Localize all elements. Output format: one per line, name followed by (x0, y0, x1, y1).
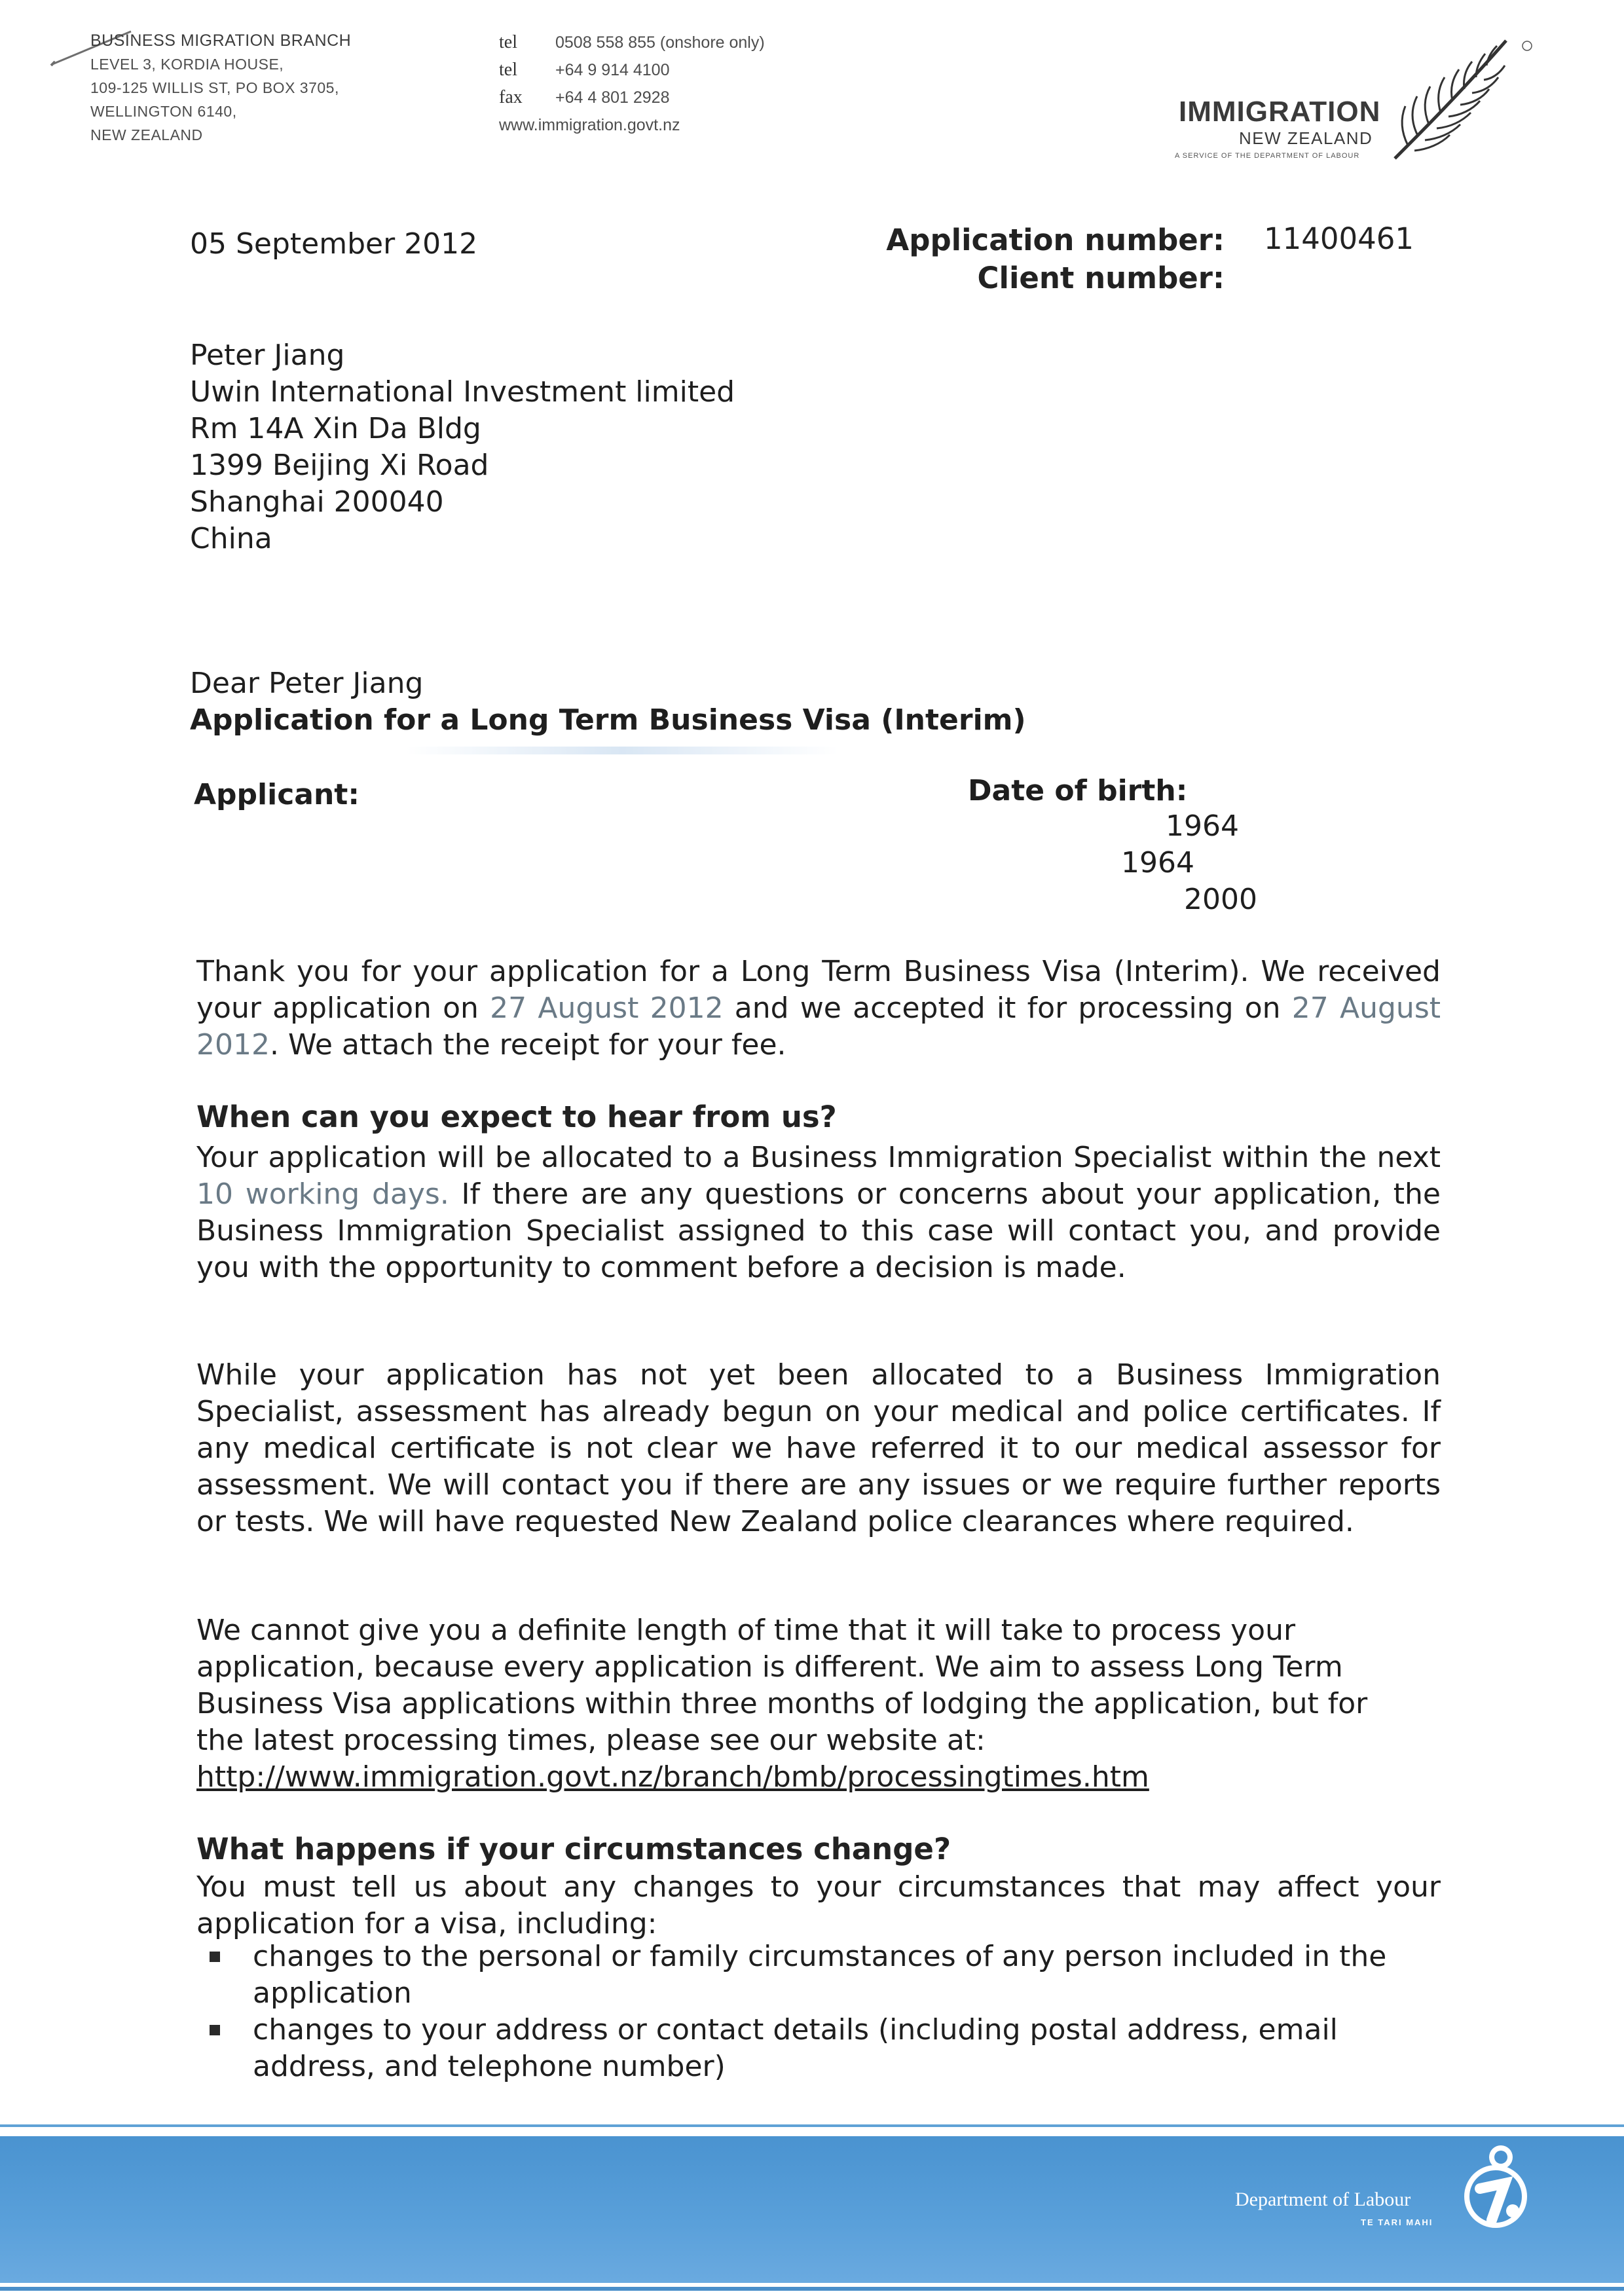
intro-text: and we accepted it for processing on (723, 991, 1292, 1025)
allocation-paragraph (196, 1139, 1441, 1286)
sender-branch-name: BUSINESS MIGRATION BRANCH (90, 31, 352, 50)
contact-value: +64 9 914 4100 (555, 61, 670, 79)
changes-list (203, 1938, 1441, 2085)
immigration-nz-logo (1175, 34, 1532, 172)
contact-label: fax (499, 87, 523, 107)
contact-row (499, 84, 765, 111)
working-days: 10 working days. (196, 1177, 449, 1211)
recipient-address (190, 337, 735, 557)
received-date: 27 August 2012 (490, 991, 724, 1025)
applicant-label: Applicant: (194, 778, 360, 811)
sender-address-line: 109-125 WILLIS ST, PO BOX 3705, (90, 79, 339, 96)
dob-value: 2000 (1184, 883, 1257, 916)
department-maori-name: TE TARI MAHI (1361, 2217, 1433, 2227)
silver-fern-icon (1382, 34, 1532, 165)
scan-artifact (406, 747, 838, 754)
assessment-paragraph: While your application has not yet been allocated to a Business Immigration Specialist, assessment has already begun on your medical and police certificates. If any medical certificate is not clear we have referred it to our medical assessor for assessment. We will contact you if there are any issues or we require further reports or tests. We will have requested New Zealand police clearances where required. (196, 1358, 1441, 1538)
client-number-label: Client number: (977, 261, 1225, 295)
footer-rule (0, 2124, 1624, 2127)
intro-text: Thank you for your application for a Long Term Business Visa (Interim). We received your application on (196, 955, 1441, 1025)
address-line: Rm 14A Xin Da Bldg (190, 412, 481, 445)
intro-text: . We attach the receipt for your fee. (269, 1028, 786, 1062)
sender-address-block (90, 29, 351, 147)
contact-details (499, 29, 765, 139)
list-item-text: changes to the personal or family circumstances of any person included in the application (253, 1940, 1387, 2010)
contact-row (499, 56, 765, 84)
salutation: Dear Peter Jiang (190, 667, 424, 700)
paragraph-text: We cannot give you a definite length of time that it will take to process your application, because every application is different. We aim to assess Long Term Business Visa applications within three months of lodging the application, but for the latest processing times, please see our website at: (196, 1614, 1368, 1757)
subject-line: Application for a Long Term Business Visa (Interim) (190, 703, 1026, 737)
contact-value: +64 4 801 2928 (555, 88, 670, 107)
section-heading-circumstances: What happens if your circumstances change? (196, 1832, 951, 1866)
logo-title: IMMIGRATION (1179, 96, 1381, 128)
sender-address-line: NEW ZEALAND (90, 126, 203, 143)
website-link[interactable]: www.immigration.govt.nz (499, 116, 680, 134)
bullet-icon (210, 1952, 220, 1962)
application-number: 11400461 (1264, 221, 1414, 256)
intro-paragraph (196, 954, 1441, 1064)
application-number-label: Application number: (886, 223, 1225, 257)
paragraph-text: If there are any questions or concerns about your application, the Business Immigration Specialist assigned to this case will contact you, and provide you with the opportunity to comment before a decision is made. (196, 1177, 1441, 1284)
bullet-icon (210, 2025, 220, 2035)
address-line: Shanghai 200040 (190, 485, 444, 519)
contact-value: 0508 558 855 (onshore only) (555, 33, 765, 52)
footer-rule (0, 2287, 1624, 2291)
sender-address-line: LEVEL 3, KORDIA HOUSE, (90, 56, 284, 73)
dob-value: 1964 (1166, 809, 1239, 843)
paragraph-text: Your application will be allocated to a Business Immigration Specialist within the next (196, 1141, 1441, 1174)
department-name: Department of Labour (1235, 2189, 1411, 2210)
list-item-text: changes to your address or contact details (including postal address, email address, and telephone number) (253, 2013, 1338, 2083)
circumstances-paragraph: You must tell us about any changes to your circumstances that may affect your application for a visa, including: (196, 1870, 1441, 1940)
processing-time-paragraph (196, 1612, 1414, 1796)
processing-times-link[interactable]: http://www.immigration.govt.nz/branch/bmb/processingtimes.htm (196, 1760, 1149, 1794)
footer-band (0, 2119, 1624, 2296)
contact-label: tel (499, 32, 517, 52)
list-item (203, 2012, 1441, 2085)
dob-value: 1964 (1121, 846, 1194, 880)
reference-labels (877, 221, 1225, 297)
department-of-labour-icon (1454, 2143, 1539, 2241)
address-line: China (190, 522, 272, 555)
logo-tagline: A SERVICE OF THE DEPARTMENT OF LABOUR (1175, 152, 1360, 160)
sender-address-line: WELLINGTON 6140, (90, 103, 237, 120)
address-line: Uwin International Investment limited (190, 375, 735, 409)
contact-row (499, 29, 765, 56)
logo-subtitle: NEW ZEALAND (1239, 128, 1373, 148)
list-item (203, 1938, 1441, 2012)
address-line: Peter Jiang (190, 339, 345, 372)
section-heading-timing: When can you expect to hear from us? (196, 1100, 837, 1134)
contact-label: tel (499, 60, 517, 80)
letter-date: 05 September 2012 (190, 227, 478, 261)
accepted-date: 27 August 2012 (196, 991, 1441, 1062)
address-line: 1399 Beijing Xi Road (190, 449, 489, 482)
dob-label: Date of birth: (968, 774, 1188, 807)
